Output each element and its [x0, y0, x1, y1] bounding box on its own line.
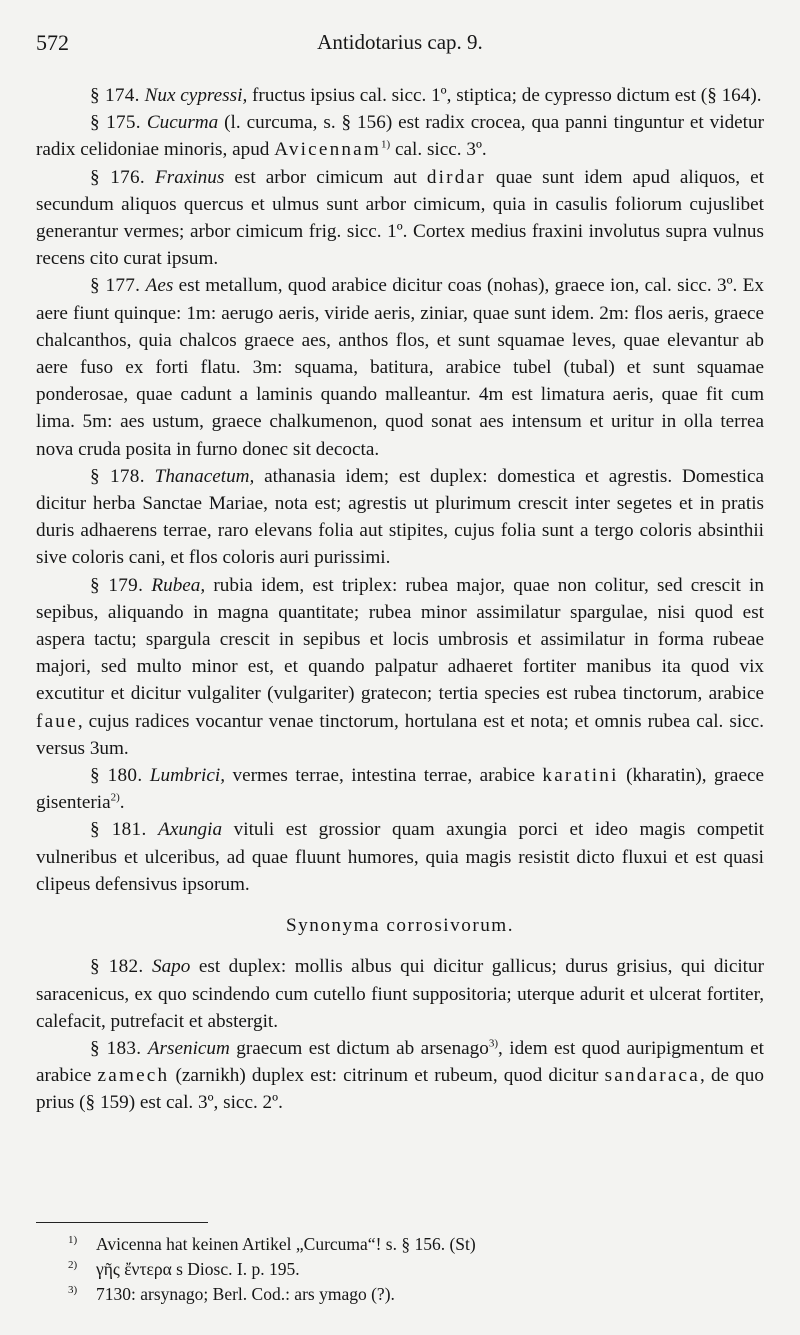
- footnotes: [68, 1232, 768, 1307]
- footnote-3: $^{3)}$ 7130: arsynago; Berl. Cod.: ars ymago (?).: [68, 1284, 395, 1304]
- running-title: Antidotarius cap. 9.: [317, 30, 483, 54]
- footnote-rule: [36, 1222, 208, 1223]
- entry-182: § 182. Sapo est duplex: mollis albus qui dicitur gallicus; durus grisius, qui dicitur saracenicus, ex quo scindendo cum cutello fiunt suppositoria; uterque adurit et ulcerat fortiter, calefacit, putrefacit et abstergit.: [36, 956, 764, 1032]
- entry-177: § 177. Aes est metallum, quod arabice dicitur coas (nohas), graece ion, cal. sicc. 3º. Ex aere fiunt quinque: 1m: aerugo aeris, viride aeris, ziniar, quae sunt idem. 2m: flos aeris, graece chalcanthos, quia chalcos graece aes, anthos flos, et sunt squamae leves, quae elevantur ab aere fuso ex forti flatu. 3m: squama, batitura, arabice tubel (tubal) et sunt squamae ponderosae, quae cadunt a laminis quando malleantur. 4m est limatura aeris, quae fit cum lima. 5m: aes ustum, graece chalkumenon, quod sonat aes intensum et uritur in olla terrea nova cruda posita in furno donec sit decocta.: [36, 275, 764, 460]
- entry-178: § 178. Thanacetum, athanasia idem; est duplex: domestica et agrestis. Domestica dicitur herba Sanctae Mariae, nota est; agrestis ut plurimum crescit inter segetes et in pratis duris adhaerens terrae, raro elevans folia aut stipites, cujus folia sunt a tergo coloris absinthii sive coloris cani, et flos coloris auri purissimi.: [36, 465, 765, 569]
- entry-180: § 180. Lumbrici, vermes terrae, intestina terrae, arabice karatini (kharatin), graece gisenteria$^{2)}$.: [36, 765, 764, 814]
- entry-181: § 181. Axungia vituli est grossior quam axungia porci et ideo magis competit vulneribus et ulceribus, ad quae fluunt humores, quia magis resistit dicto fluxui et est quasi clipeus defensivus ipsorum.: [36, 819, 765, 895]
- main-text: [36, 82, 764, 1117]
- entry-174: § 174. Nux cypressi, fructus ipsius cal. sicc. 1º, stiptica; de cypresso dictum est (§ 164).: [90, 85, 762, 106]
- entry-179: § 179. Rubea, rubia idem, est triplex: rubea major, quae non colitur, sed crescit in sepibus, aliquando in magna quantitate; rubea minor assimilatur spargulae, nisi quod est aspera tactu; spargula crescit in sepibus et locis umbrosis et assimilatur in forma rubeae majori, sed multo minor est, et quando palpatur adhaeret fortiter manibus ita quod vix excutitur et dicitur vulgaliter (vulgariter) gratecon; tertia species est rubea tinctorum, arabice faue, cujus radices vocantur venae tinctorum, hortulana est et nota; et omnis rubea cal. sicc. versus 3um.: [36, 574, 764, 759]
- page-number: 572: [36, 30, 69, 55]
- entry-183: § 183. Arsenicum graecum est dictum ab arsenago$^{3)}$, idem est quod auripigmentum et arabice zamech (zarnikh) duplex est: citrinum et rubeum, quod dicitur sandaraca, de quo prius (§ 159) est cal. 3º, sicc. 2º.: [36, 1037, 765, 1114]
- footnote-1: $^{1)}$ Avicenna hat keinen Artikel „Curcuma“! s. § 156. (St): [68, 1234, 476, 1254]
- page-header: [36, 30, 764, 64]
- footnote-2: $^{2)}$ γῆς ἔντερα s Diosc. I. p. 195.: [68, 1259, 300, 1279]
- entry-176: § 176. Fraxinus est arbor cimicum aut dirdar quae sunt idem apud aliquos, et secundum aliquos quercus et ulmus sunt arbor cimicum, quia in casulis foliorum cujuslibet generantur vermes; arbor cimicum frig. sicc. 1º. Cortex medius fraxini involutus supra vulnus recens cito curat ipsum.: [36, 166, 764, 270]
- section-heading: Synonyma corrosivorum.: [285, 915, 515, 937]
- entry-175: § 175. Cucurma (l. curcuma, s. § 156) est radix crocea, qua panni tinguntur et videtur radix celidoniae minoris, apud Avicennam$^{1)}$ cal. sicc. 3º.: [36, 112, 764, 161]
